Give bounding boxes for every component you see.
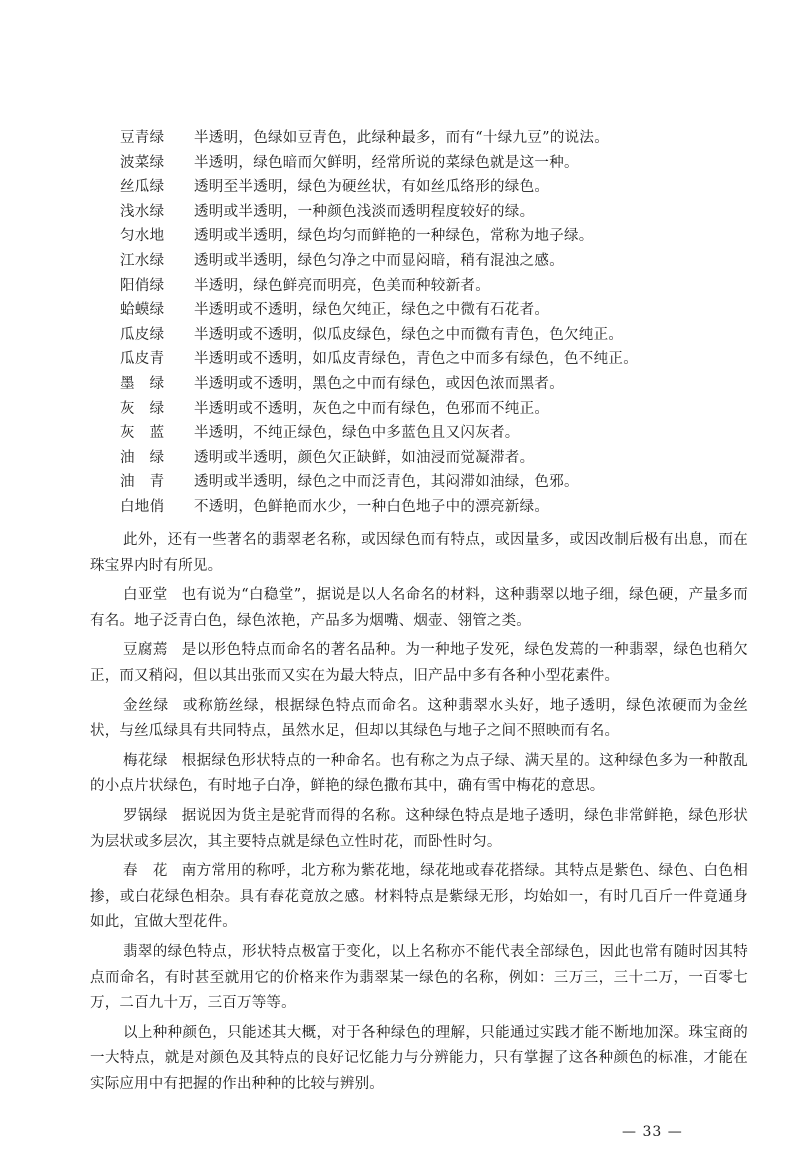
term-name: 墨 绿 xyxy=(120,375,165,392)
term-row xyxy=(120,495,740,520)
term-name: 白地俏 xyxy=(120,498,165,515)
term-row xyxy=(120,126,740,151)
paragraph xyxy=(90,859,748,936)
term-row xyxy=(120,372,740,397)
term-name: 浅水绿 xyxy=(120,203,165,220)
term-row xyxy=(120,175,740,200)
paragraph-text: 南方常用的称呼，北方称为紫花地，绿花地或春花搭绿。其特点是紫色、绿色、白色相掺，或白花绿色相杂。具有春花竟放之感。材料特点是紫绿无形，均始如一，有时几百斤一件竟通身如此，宜做大型花件。 xyxy=(90,863,748,931)
term-description: 半透明，绿色鲜亮而明亮，色美而种较新者。 xyxy=(194,277,490,294)
term-row xyxy=(120,298,740,323)
paragraph xyxy=(90,528,748,579)
paragraph-lead-term: 豆腐蔫 xyxy=(123,642,168,659)
paragraph-text: 或称筋丝绿，根据绿色特点而命名。这种翡翠水头好，地子透明，绿色浓硬而为金丝状，与丝瓜绿具有共同特点，虽然水足，但却以其绿色与地子之间不照映而有名。 xyxy=(90,697,748,740)
term-name: 江水绿 xyxy=(120,252,165,269)
term-description: 半透明，色绿如豆青色，此绿种最多，而有“十绿九豆”的说法。 xyxy=(194,130,610,146)
term-row xyxy=(120,151,740,176)
term-row xyxy=(120,323,740,348)
term-name: 灰 绿 xyxy=(120,400,165,417)
term-description: 透明或半透明，绿色之中而泛青色，其闷滞如油绿，色邪。 xyxy=(194,474,579,491)
paragraph-text: 是以形色特点而命名的著名品种。为一种地子发死，绿色发蔫的一种翡翠，绿色也稍欠正，而又稍闷，但以其出张而又实在为最大特点，旧产品中多有各种小型花素件。 xyxy=(90,642,748,684)
term-description: 半透明或不透明，绿色欠纯正，绿色之中微有石花者。 xyxy=(194,302,550,319)
term-row xyxy=(120,421,740,446)
term-row xyxy=(120,446,740,471)
paragraph-text: 也有说为“白稳堂”，据说是以人名命名的材料，这种翡翠以地子细，绿色硬，产量多而有名。地子泛青白色，绿色浓艳，产品多为烟嘴、烟壶、翎管之类。 xyxy=(90,587,748,629)
term-description: 半透明，绿色暗而欠鲜明，经常所说的菜绿色就是这一种。 xyxy=(194,154,579,171)
term-description: 半透明或不透明，灰色之中而有绿色，色邪而不纯正。 xyxy=(194,400,550,417)
term-row xyxy=(120,224,740,249)
term-description: 半透明或不透明，黑色之中而有绿色，或因色浓而黑者。 xyxy=(194,375,564,392)
term-description: 透明至半透明，绿色为硬丝状，有如丝瓜络形的绿色。 xyxy=(194,179,550,196)
paragraph xyxy=(90,940,748,1017)
paragraph-lead-term: 白亚堂 xyxy=(123,587,168,604)
term-name: 油 青 xyxy=(120,474,165,491)
paragraph-lead-term: 春 花 xyxy=(123,863,168,880)
paragraph xyxy=(90,1021,748,1098)
page-number: — 33 — xyxy=(622,1124,683,1140)
term-name: 阳俏绿 xyxy=(120,277,165,294)
term-name: 瓜皮绿 xyxy=(120,326,165,343)
body-paragraphs xyxy=(90,528,748,1101)
term-description: 半透明，不纯正绿色，绿色中多蓝色且又闪灰者。 xyxy=(194,425,520,442)
term-name: 灰 蓝 xyxy=(120,425,165,442)
paragraph xyxy=(90,694,748,745)
paragraph xyxy=(90,583,748,634)
term-description: 透明或半透明，绿色匀净之中而显闷暗，稍有混浊之感。 xyxy=(194,252,564,269)
term-row xyxy=(120,470,740,495)
term-description: 透明或半透明，绿色均匀而鲜艳的一种绿色，常称为地子绿。 xyxy=(194,228,594,245)
paragraph-text: 翡翠的绿色特点，形状特点极富于变化，以上名称亦不能代表全部绿色，因此也常有随时因其特点而命名，有时甚至就用它的价格来作为翡翠某一绿色的名称，例如：三万三，三十二万，一百零七万，二百九十万，三百万等等。 xyxy=(90,943,748,1012)
term-name: 波菜绿 xyxy=(120,154,165,171)
term-description: 透明或半透明，一种颜色浅淡而透明程度较好的绿。 xyxy=(194,203,535,220)
term-name: 匀水地 xyxy=(120,228,165,245)
term-row xyxy=(120,200,740,225)
color-term-list xyxy=(120,126,740,520)
term-name: 油 绿 xyxy=(120,449,165,466)
term-name: 豆青绿 xyxy=(120,130,165,146)
paragraph-text: 此外，还有一些著名的翡翠老名称，或因绿色而有特点，或因量多，或因改制后极有出息，而在珠宝界内时有所见。 xyxy=(90,532,748,574)
term-description: 半透明或不透明，如瓜皮青绿色，青色之中而多有绿色，色不纯正。 xyxy=(194,351,638,368)
paragraph-lead-term: 金丝绿 xyxy=(123,697,169,714)
paragraph xyxy=(90,804,748,855)
term-row xyxy=(120,274,740,299)
term-description: 透明或半透明，颜色欠正缺鲜，如油浸而觉凝滞者。 xyxy=(194,449,535,466)
paragraph-text: 根据绿色形状特点的一种命名。也有称之为点子绿、满天星的。这种绿色多为一种散乱的小点片状绿色，有时地子白净，鲜艳的绿色撒布其中，确有雪中梅花的意思。 xyxy=(90,752,748,795)
paragraph-lead-term: 梅花绿 xyxy=(123,752,168,769)
paragraph-lead-term: 罗锅绿 xyxy=(123,807,168,824)
paragraph xyxy=(90,749,748,800)
term-name: 蛤蟆绿 xyxy=(120,302,165,319)
term-description: 半透明或不透明，似瓜皮绿色，绿色之中而微有青色，色欠纯正。 xyxy=(194,326,624,343)
term-name: 丝瓜绿 xyxy=(120,179,165,196)
term-row xyxy=(120,347,740,372)
paragraph-text: 据说因为货主是驼背而得的名称。这种绿色特点是地子透明，绿色非常鲜艳，绿色形状为层状或多层次，其主要特点就是绿色立性时花，而卧性时匀。 xyxy=(90,807,748,850)
term-description: 不透明，色鲜艳而水少，一种白色地子中的漂亮新绿。 xyxy=(194,498,550,515)
paragraph-text: 以上种种颜色，只能述其大概，对于各种绿色的理解，只能通过实践才能不断地加深。珠宝商的一大特点，就是对颜色及其特点的良好记忆能力与分辨能力，只有掌握了这各种颜色的标准，才能在实际应用中有把握的作出种种的比较与辨别。 xyxy=(90,1024,748,1092)
term-row xyxy=(120,397,740,422)
term-name: 瓜皮青 xyxy=(120,351,165,368)
paragraph xyxy=(90,638,748,689)
term-row xyxy=(120,249,740,274)
